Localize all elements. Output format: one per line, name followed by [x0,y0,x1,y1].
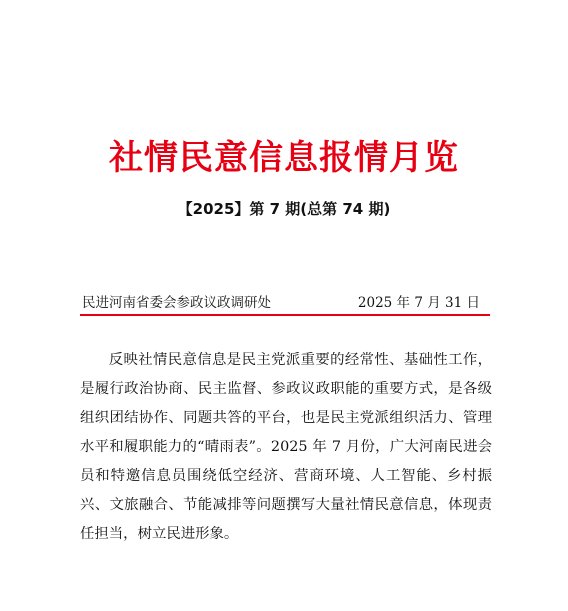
issuing-organization: 民进河南省委会参政议政调研处 [82,295,271,311]
document-title: 社情民意信息报情月览 [109,138,459,178]
body-paragraph: 反映社情民意信息是民主党派重要的经常性、基础性工作，是履行政治协商、民主监督、参政议政职能的重要方式，是各级组织团结协作、同题共答的平台，也是民主党派组织活力、管理水平和履职能力的“晴雨表”。2025 年 7 月份，广大河南民进会员和特邀信息员围绕低空经济、营商环境、人工智能、乡村振兴、文旅融合、节能减排等问题撰写大量社情民意信息，体现责任担当，树立民进形象。 [80,352,492,542]
issue-date: 2025 年 7 月 31 日 [357,295,480,311]
issue-number: 【2025】第 7 期(总第 74 期) [177,200,391,218]
red-divider [80,314,490,316]
